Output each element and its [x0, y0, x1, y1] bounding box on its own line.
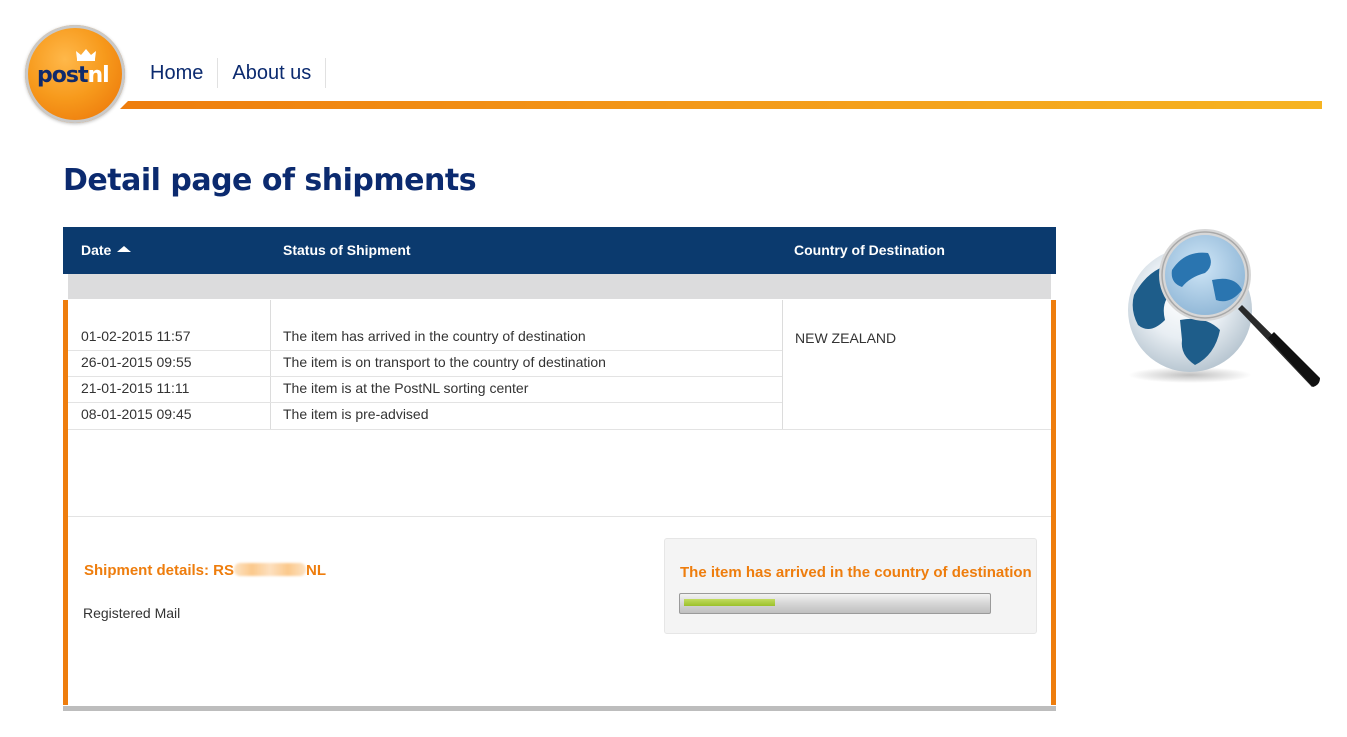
logo-wordmark	[37, 63, 109, 88]
table-row	[68, 350, 782, 377]
nav-about-us[interactable]: About us	[218, 58, 326, 88]
column-header-status: Status of Shipment	[283, 242, 411, 258]
row-status: The item is at the PostNL sorting center	[283, 380, 529, 396]
shipment-panel	[63, 227, 1056, 711]
row-status: The item is pre-advised	[283, 406, 429, 422]
globe-magnifier-icon	[1120, 225, 1325, 395]
current-status-box	[664, 538, 1037, 634]
sort-ascending-icon[interactable]	[117, 246, 131, 252]
column-header-date-label: Date	[81, 242, 112, 258]
row-date: 08-01-2015 09:45	[81, 406, 192, 422]
panel-bottom-border	[63, 706, 1056, 711]
mail-type: Registered Mail	[83, 605, 181, 621]
table-spacer-band	[68, 274, 1051, 299]
row-date: 01-02-2015 11:57	[81, 328, 191, 344]
column-divider	[782, 300, 783, 429]
shipment-details-prefix: Shipment details: RS	[84, 562, 235, 579]
progress-bar-fill	[684, 599, 775, 606]
row-status: The item is on transport to the country of destination	[283, 354, 606, 370]
column-header-country: Country of Destination	[794, 242, 945, 258]
row-separator	[68, 324, 782, 351]
table-row	[68, 376, 782, 403]
row-date: 26-01-2015 09:55	[81, 354, 192, 370]
destination-country: NEW ZEALAND	[795, 330, 897, 346]
postnl-logo[interactable]	[25, 25, 125, 123]
section-divider	[68, 516, 1051, 517]
header-stripe	[120, 101, 1322, 109]
shipment-details-label	[84, 562, 326, 579]
logo-text-nl: nl	[87, 63, 109, 88]
panel-right-accent	[1051, 300, 1056, 705]
table-row	[68, 402, 782, 428]
table-body	[68, 300, 1051, 430]
page-title: Detail page of shipments	[63, 163, 477, 198]
current-status-text: The item has arrived in the country of destination	[680, 564, 1032, 581]
logo-text-post: post	[37, 63, 88, 88]
redacted-tracking-number	[234, 563, 306, 576]
row-status: The item has arrived in the country of destination	[283, 328, 586, 344]
nav-home[interactable]: Home	[136, 58, 218, 88]
column-header-date[interactable]	[81, 242, 131, 258]
main-nav	[136, 58, 326, 88]
shipment-details-suffix: NL	[306, 562, 327, 579]
table-header	[63, 227, 1056, 274]
crown-icon	[75, 47, 97, 61]
progress-bar	[679, 593, 991, 614]
row-date: 21-01-2015 11:11	[81, 380, 190, 396]
